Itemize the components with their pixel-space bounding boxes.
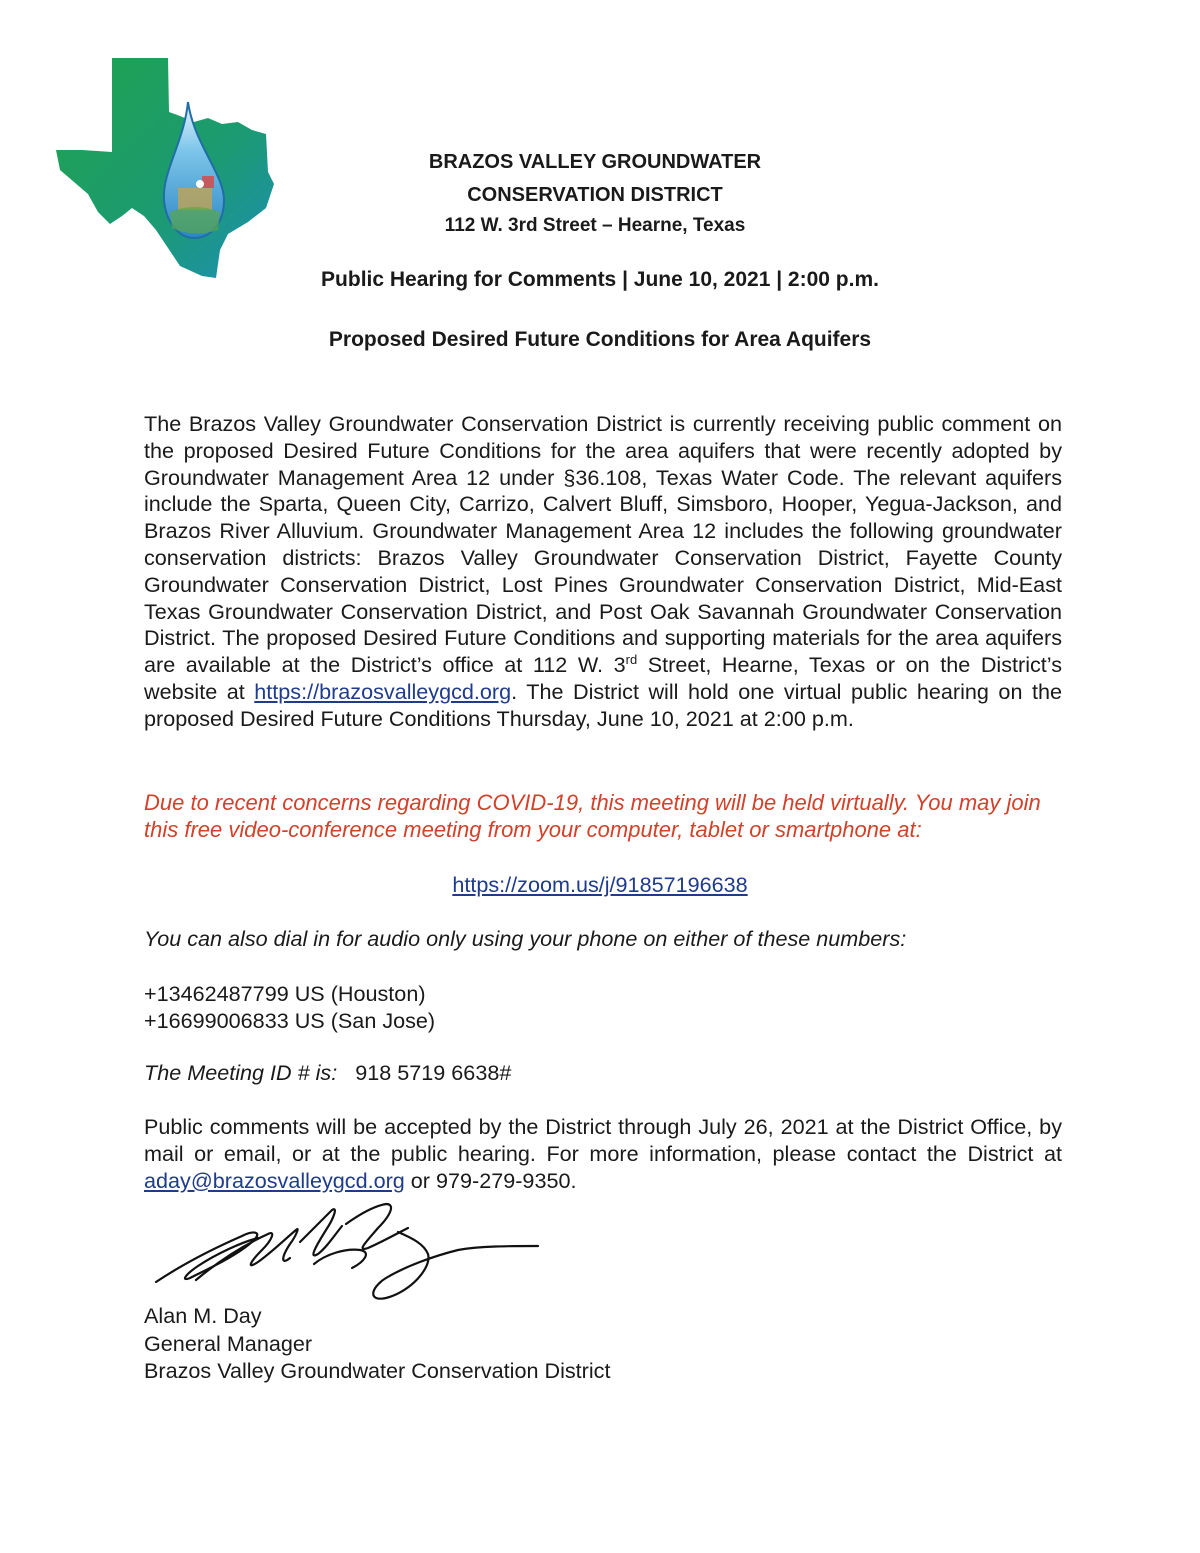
notice-body-paragraph [144,411,1062,733]
meeting-id-label: The Meeting ID # is: [144,1060,338,1085]
website-link[interactable]: https://brazosvalleygcd.org [254,678,512,704]
hearing-title: Public Hearing for Comments | June 10, 2021 | 2:00 p.m. [321,268,879,291]
dialin-note: You can also dial in for audio only using your phone on either of these numbers: [144,926,907,951]
body-text-part3: . The District will hold one virtual public hearing on the proposed Desired Future Conditions Thursday, June 10, 2021 at 2:00 p.m. [144,678,1062,731]
comments-text-part1: Public comments will be accepted by the District through July 26, 2021 at the District Office, by mail or email, or at the public hearing. For more information, please contact the District at [144,1114,1062,1166]
body-text-part2: Street, Hearne, Texas or on the District’s website at [144,652,1062,704]
body-text-part1: The Brazos Valley Groundwater Conservation District is currently receiving public comment on the proposed Desired Future Conditions for the area aquifers that were recently adopted by Groundwater Management Area 12 under §36.108, Texas Water Code. The relevant aquifers include the Sparta, Queen City, Carrizo, Calvert Bluff, Simsboro, Hooper, Yegua-Jackson, and Brazos River Alluvium. Groundwater Management Area 12 includes the following groundwater conservation districts: Brazos Valley Groundwater Conservation District, Fayette County Groundwater Conservation District, Lost Pines Groundwater Conservation District, Mid-East Texas Groundwater Conservation District, and Post Oak Savannah Groundwater Conservation District. The proposed Desired Future Conditions and supporting materials for the area aquifers are available at the District’s office at 112 W. 3 [144,411,1062,678]
organization-name-line2: CONSERVATION DISTRICT [467,184,723,206]
phone-number-san-jose: +16699006833 US (San Jose) [144,1008,436,1033]
phone-numbers-list [144,980,435,1034]
organization-name-line1: BRAZOS VALLEY GROUNDWATER [428,151,762,173]
signer-block [144,1302,610,1385]
zoom-meeting-link[interactable]: https://zoom.us/j/91857196638 [452,872,748,897]
meeting-id-line [144,1060,511,1086]
contact-email-link[interactable]: aday@brazosvalleygcd.org [144,1167,405,1193]
phone-number-houston: +13462487799 US (Houston) [144,981,426,1006]
handwritten-signature [150,1196,542,1308]
district-logo [52,52,278,284]
zoom-link-row [0,872,1200,898]
covid-notice: Due to recent concerns regarding COVID-19, this meeting will be held virtually. You may join this free video-conference meeting from your computer, tablet or smartphone at: [144,790,1041,842]
ordinal-superscript: rd [625,651,638,667]
signer-title: General Manager [144,1330,313,1356]
comments-text-part2: or 979-279-9350. [404,1167,577,1193]
signer-organization: Brazos Valley Groundwater Conservation District [144,1358,611,1383]
texas-water-drop-icon [52,52,278,284]
signer-name: Alan M. Day [144,1303,262,1328]
subject-title: Proposed Desired Future Conditions for Area Aquifers [328,328,872,351]
organization-address: 112 W. 3rd Street – Hearne, Texas [444,215,746,236]
meeting-id-value: 918 5719 6638# [355,1060,512,1085]
organization-header [340,146,850,239]
comments-paragraph [144,1114,1062,1194]
